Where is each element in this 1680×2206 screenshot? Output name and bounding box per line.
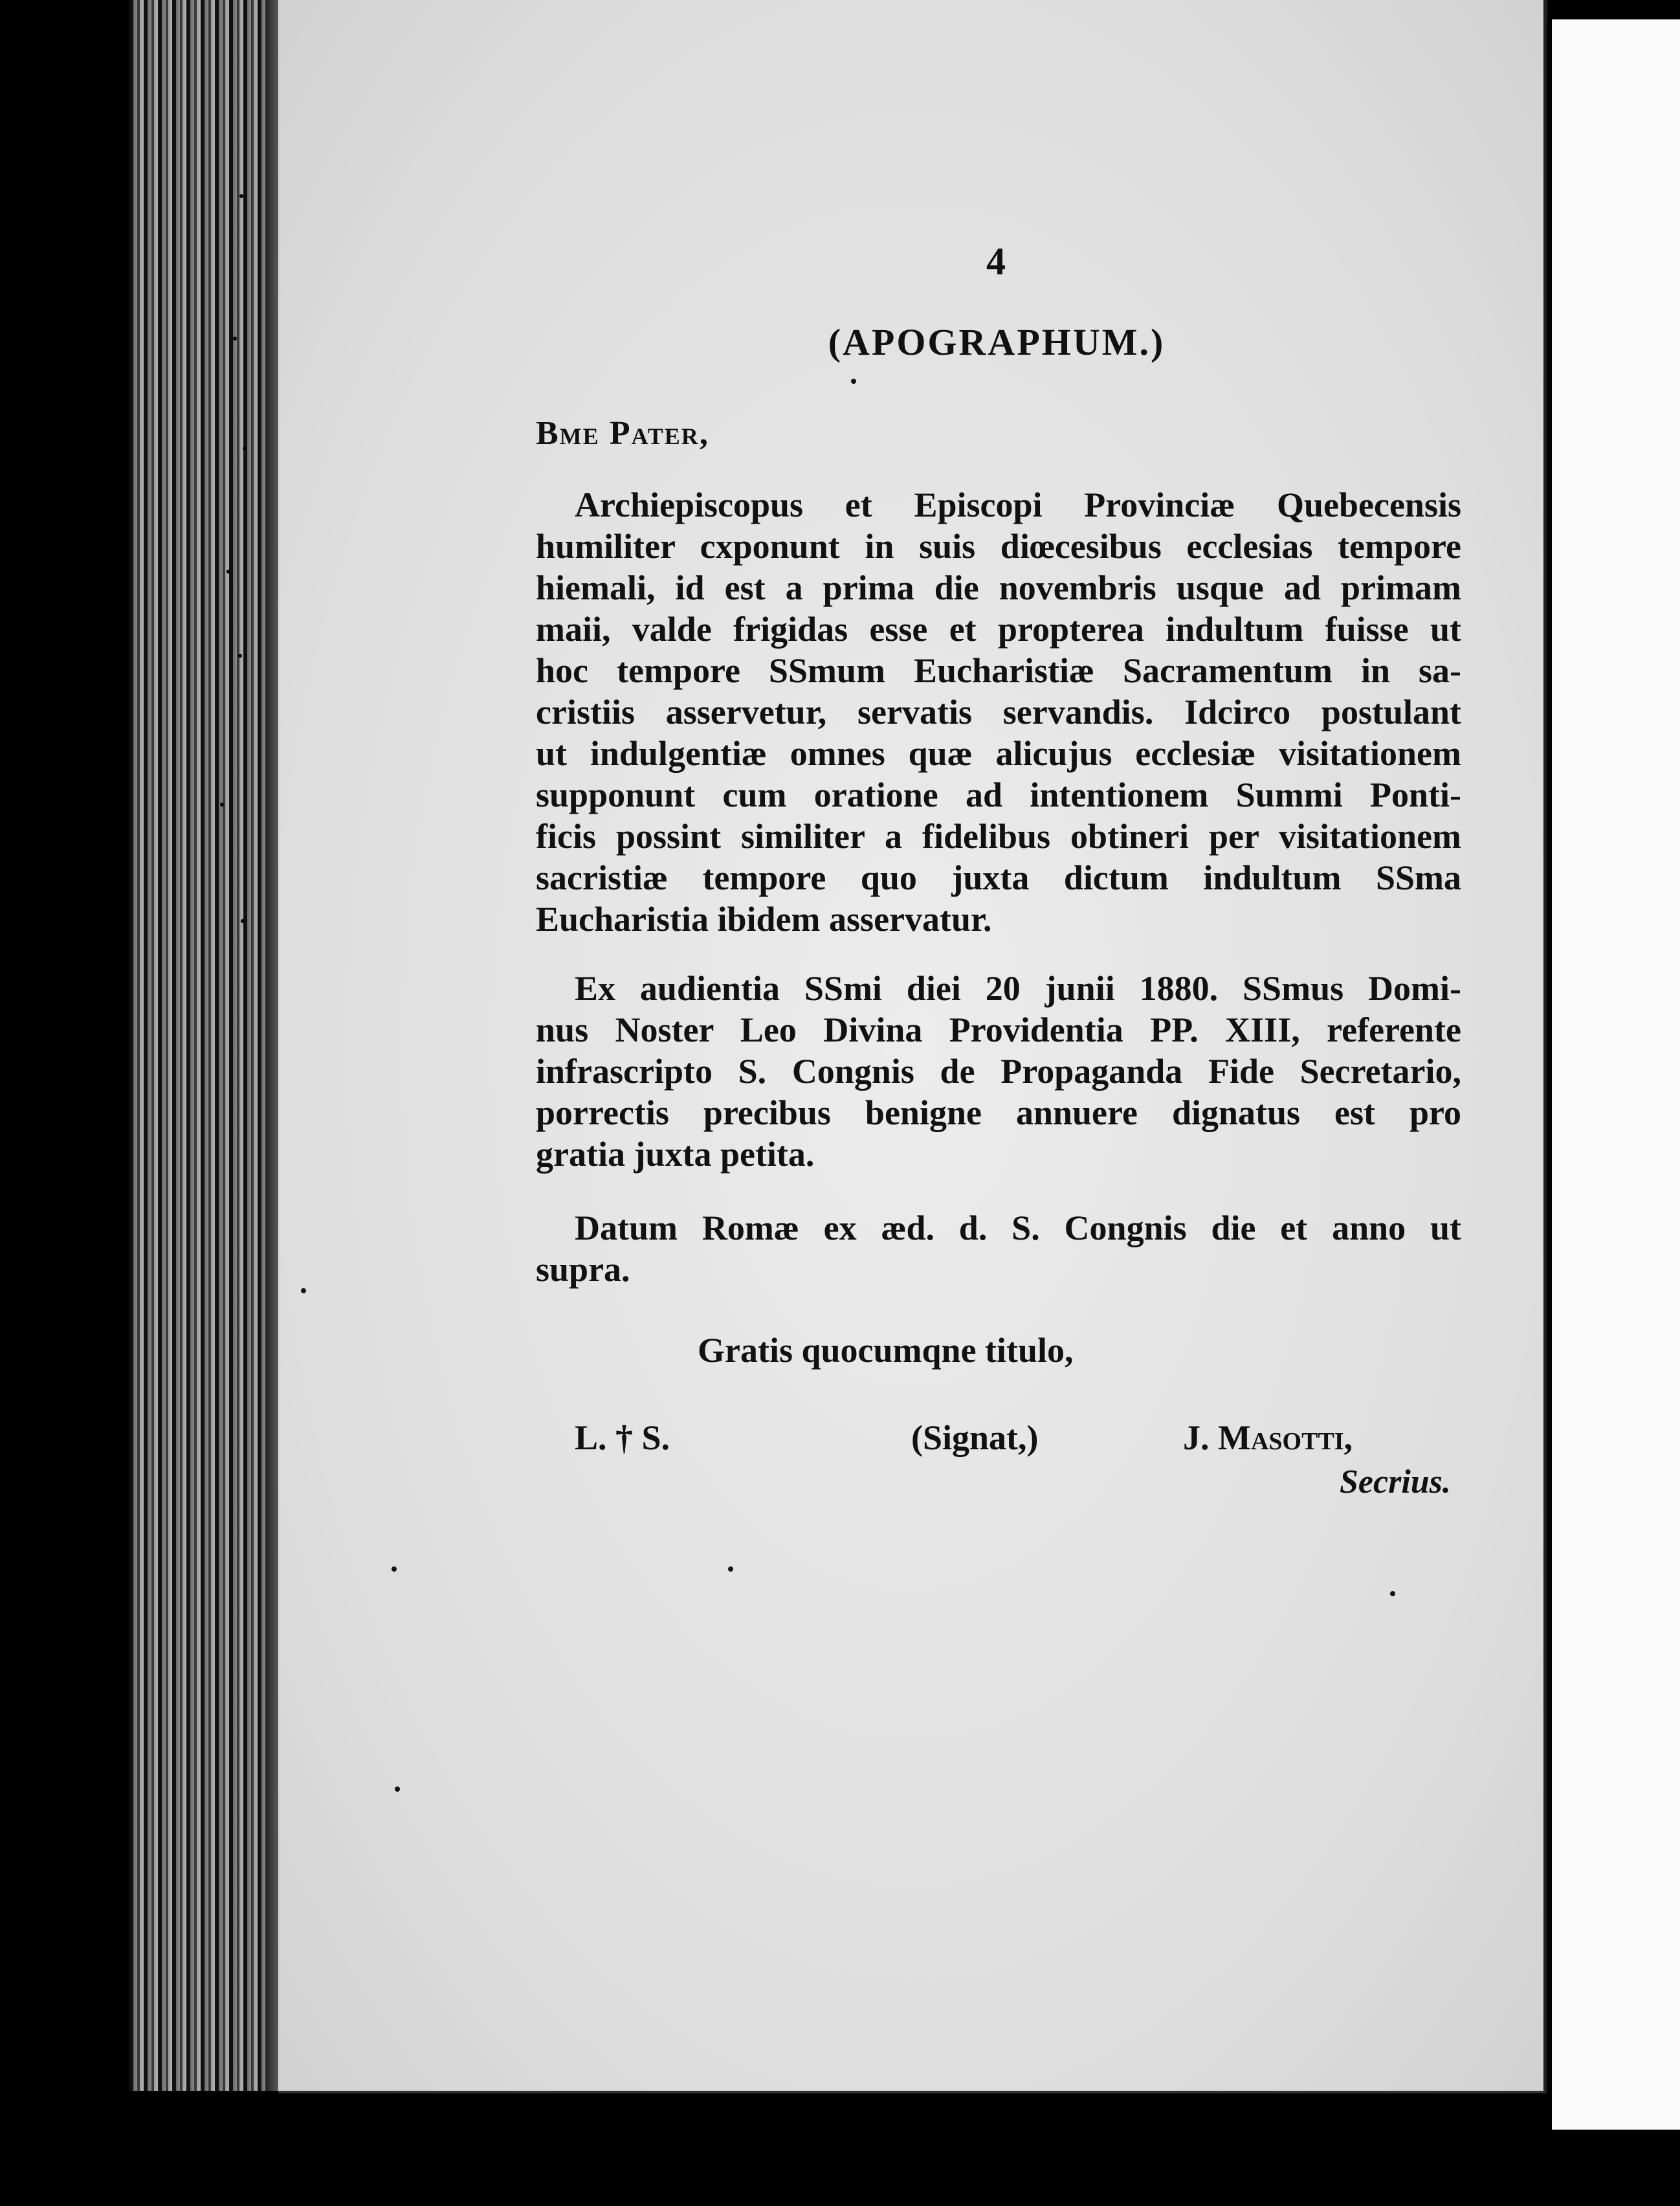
signat-note: (Signat,) (911, 1418, 1039, 1457)
audience-paragraph (536, 968, 1461, 1175)
paragraph-line: porrectis precibus benigne annuere dignatus est pro (536, 1093, 1461, 1132)
paragraph-line: Archiepiscopus et Episcopi Provinciæ Quebecensis (575, 485, 1461, 524)
paragraph-line: infrascripto S. Congnis de Propaganda Fide Secretario, (536, 1052, 1461, 1091)
signatory-initial: J. (1183, 1418, 1210, 1457)
signatory-name (1183, 1418, 1353, 1458)
paragraph-line: gratia juxta petita. (536, 1135, 815, 1174)
salutation-suffix: , (699, 415, 709, 452)
paragraph-line: supra. (536, 1250, 630, 1289)
seal-mark: L. † S. (575, 1418, 670, 1457)
page-number: 4 (986, 240, 1007, 283)
paragraph-line: Eucharistia ibidem asservatur. (536, 900, 992, 939)
paragraph-line: ficis possint similiter a fidelibus obtineri per visitationem (536, 817, 1461, 856)
paragraph-line: humiliter cxponunt in suis diœcesibus ecclesias tempore (536, 527, 1461, 566)
closing-line: Gratis quocumqne titulo, (698, 1331, 1074, 1370)
dated-paragraph (536, 1207, 1461, 1290)
salutation-prefix: Bme (536, 415, 600, 452)
signatory-surname: Masotti, (1218, 1418, 1353, 1457)
signatory-title: Secrius. (1340, 1464, 1451, 1500)
paragraph-line: Ex audientia SSmi diei 20 junii 1880. SSmus Domi- (575, 969, 1461, 1008)
paragraph-line: nus Noster Leo Divina Providentia PP. XIII, referente (536, 1010, 1461, 1049)
salutation-word: Pater (609, 415, 700, 452)
petition-paragraph (536, 484, 1461, 940)
paragraph-line: ut indulgentiæ omnes quæ alicujus ecclesiæ visitationem (536, 734, 1461, 773)
paragraph-line: hiemali, id est a prima die novembris usque ad primam (536, 568, 1461, 607)
paragraph-line: Datum Romæ ex æd. d. S. Congnis die et anno ut (575, 1209, 1461, 1247)
paragraph-line: hoc tempore SSmum Eucharistiæ Sacramentum in sa- (536, 651, 1461, 690)
paragraph-line: maii, valde frigidas esse et propterea indultum fuisse ut (536, 610, 1461, 649)
document-heading: (APOGRAPHUM.) (828, 321, 1166, 363)
paragraph-line: cristiis asservetur, servatis servandis. Idcirco postulant (536, 693, 1461, 731)
paragraph-line: sacristiæ tempore quo juxta dictum indultum SSma (536, 858, 1461, 897)
paragraph-line: supponunt cum oratione ad intentionem Summi Ponti- (536, 775, 1461, 814)
salutation (536, 414, 709, 452)
